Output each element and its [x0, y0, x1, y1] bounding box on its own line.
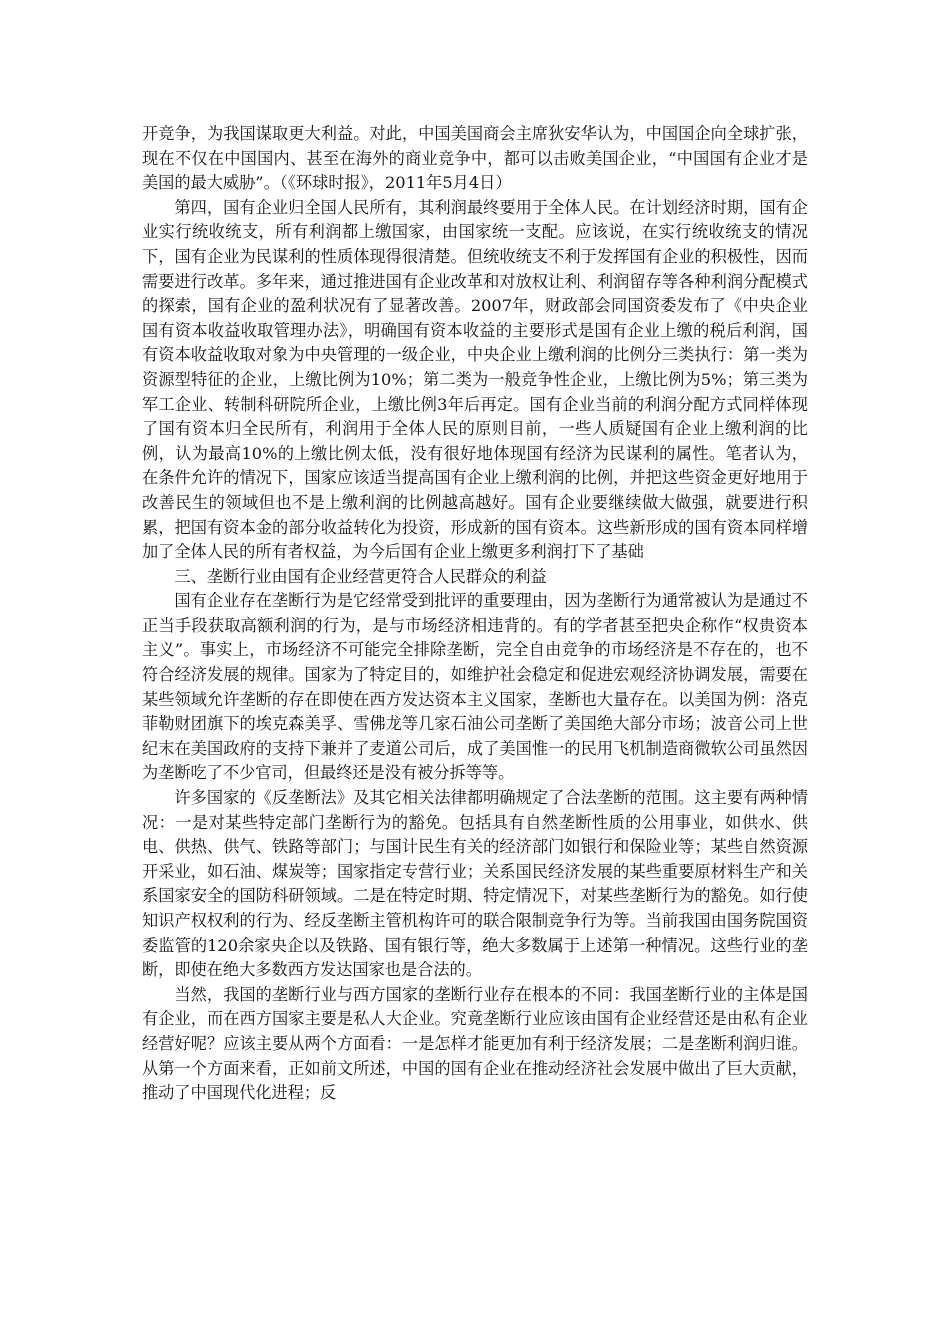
- section-heading: 三、垄断行业由国有企业经营更符合人民群众的利益: [174, 566, 547, 586]
- paragraph-monopoly: 国有企业存在垄断行为是它经常受到批评的重要理由，因为垄断行为通常被认为是通过不正当手段获取高额利润的行为，是与市场经济相违背的。有的学者甚至把央企称作“权贵资本主义”。事实上，市场经济不可能完全排除垄断，完全自由竞争的市场经济是不存在的，也不符合经济发展的规律。国家为了特定目的，如维护社会稳定和促进宏观经济协调发展，需要在某些领域允许垄断的存在即使在西方发达资本主义国家，垄断也大量存在。以美国为例：洛克菲勒财团旗下的埃克森美孚、雪佛龙等几家石油公司垄断了美国绝大部分市场；波音公司上世纪末在美国政府的支持下兼并了麦道公司后，成了美国惟一的民用飞机制造商微软公司虽然因为垄断吃了不少官司，但最终还是没有被分拆等等。: [142, 591, 808, 783]
- document-body: [142, 122, 808, 1106]
- paragraph-continuation: 开竞争，为我国谋取更大利益。对此，中国美国商会主席狄安华认为，中国国企向全球扩张，现在不仅在中国国内、甚至在海外的商业竞争中，都可以击败美国企业，“中国国有企业才是美国的最大威胁”。（《环球时报》，2011年5月4日）: [142, 124, 808, 193]
- paragraph-state-profit: 第四，国有企业归全国人民所有，其利润最终要用于全体人民。在计划经济时期，国有企业实行统收统支，所有利润都上缴国家，由国家统一支配。应该说，在实行统收统支的情况下，国有企业为民谋利的性质体现得很清楚。但统收统支不利于发挥国有企业的积极性，因而需要进行改革。多年来，通过推进国有企业改革和对放权让利、利润留存等各种利润分配模式的探索，国有企业的盈利状况有了显著改善。2007年，财政部会同国资委发布了《中央企业国有资本收益收取管理办法》，明确国有资本收益的主要形式是国有企业上缴的税后利润，国有资本收益收取对象为中央管理的一级企业，中央企业上缴利润的比例分三类执行：第一类为资源型特征的企业，上缴比例为10%；第二类为一般竞争性企业，上缴比例为5%；第三类为军工企业、转制科研院所企业，上缴比例3年后再定。国有企业当前的利润分配方式同样体现了国有资本归全民所有，利润用于全体人民的原则目前，一些人质疑国有企业上缴利润的比例，认为最高10%的上缴比例太低，没有很好地体现国有经济为民谋利的属性。笔者认为，在条件允许的情况下，国家应该适当提高国有企业上缴利润的比例，并把这些资金更好地用于改善民生的领域但也不是上缴利润的比例越高越好。国有企业要继续做大做强，就要进行积累，把国有资本金的部分收益转化为投资，形成新的国有资本。这些新形成的国有资本同样增加了全体人民的所有者权益，为今后国有企业上缴更多利润打下了基础: [142, 197, 808, 562]
- paragraph-antitrust-law: 许多国家的《反垄断法》及其它相关法律都明确规定了合法垄断的范围。这主要有两种情况：一是对某些特定部门垄断行为的豁免。包括具有自然垄断性质的公用事业，如供水、供电、供热、供气、铁路等部门；与国计民生有关的经济部门如银行和保险业等；某些自然资源开采业，如石油、煤炭等；国家指定专营行业；关系国民经济发展的某些重要原材料生产和关系国家安全的国防科研领域。二是在特定时期、特定情况下，对某些垄断行为的豁免。如行使知识产权权利的行为、经反垄断主管机构许可的联合限制竞争行为等。当前我国由国务院国资委监管的120余家央企以及铁路、国有银行等，绝大多数属于上述第一种情况。这些行业的垄断，即使在绝大多数西方发达国家也是合法的。: [142, 788, 808, 980]
- paragraph-comparison: 当然，我国的垄断行业与西方国家的垄断行业存在根本的不同：我国垄断行业的主体是国有企业，而在西方国家主要是私人大企业。究竟垄断行业应该由国有企业经营还是由私有企业经营好呢？应该主要从两个方面看：一是怎样才能更加有利于经济发展；二是垄断利润归谁。从第一个方面来看，正如前文所述，中国的国有企业在推动经济社会发展中做出了巨大贡献，推动了中国现代化进程；反: [142, 984, 808, 1103]
